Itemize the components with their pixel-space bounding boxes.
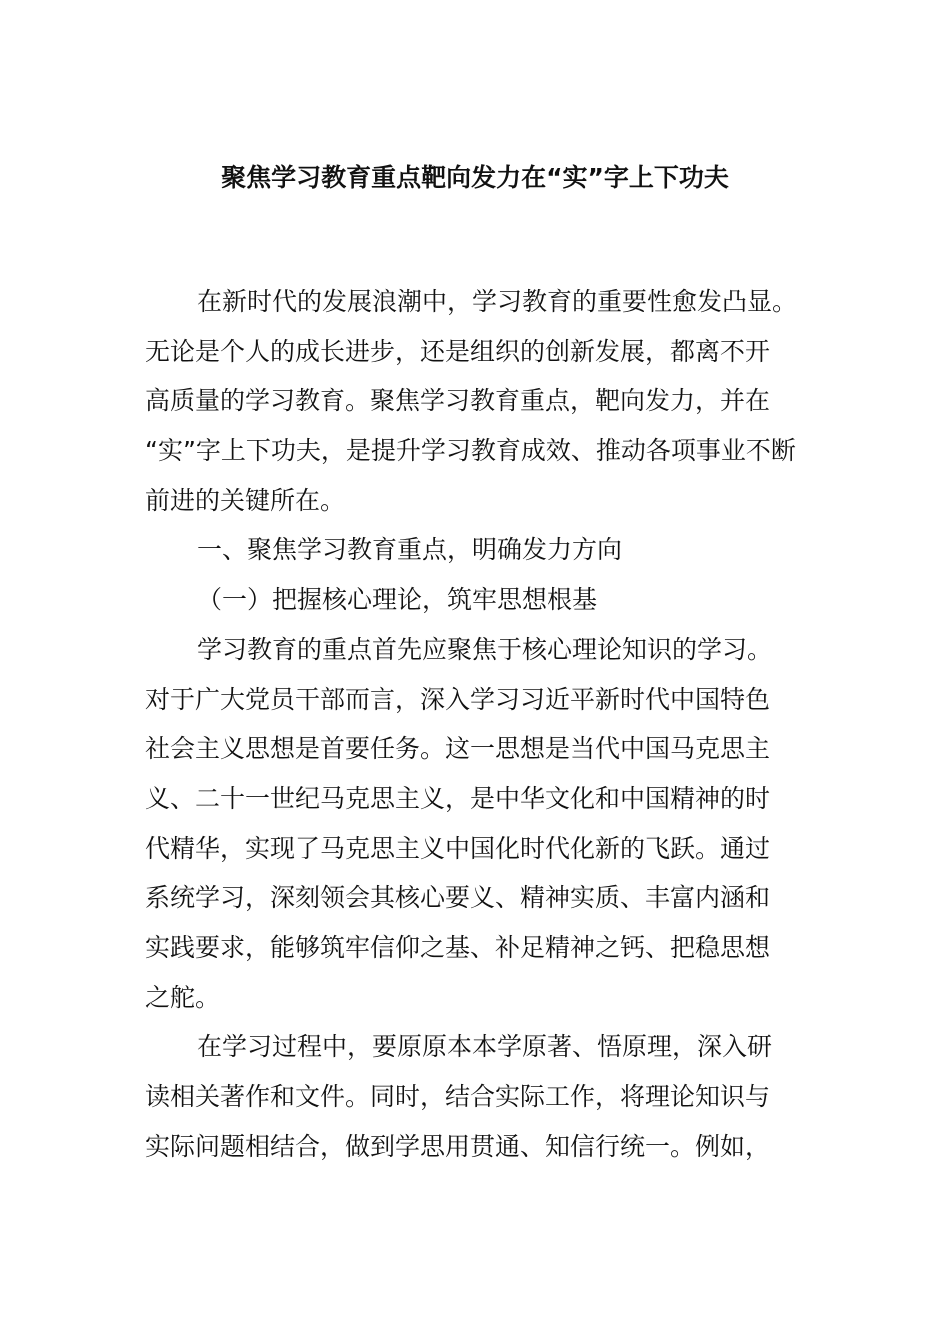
text-line: 系统学习，深刻领会其核心要义、精神实质、丰富内涵和: [145, 883, 771, 913]
text-line: 无论是个人的成长进步，还是组织的创新发展，都离不开: [145, 336, 771, 366]
text-line: 社会主义思想是首要任务。这一思想是当代中国马克思主: [145, 734, 771, 764]
text-line: 之舵。: [145, 982, 221, 1012]
text-line: 实践要求，能够筑牢信仰之基、补足精神之钙、把稳思想: [145, 932, 771, 962]
text-line: （一）把握核心理论，筑牢思想根基: [197, 585, 598, 615]
text-line: 代精华，实现了马克思主义中国化时代化新的飞跃。通过: [145, 833, 771, 863]
text-line: 义、二十一世纪马克思主义，是中华文化和中国精神的时: [145, 783, 771, 813]
text-line: 在新时代的发展浪潮中，学习教育的重要性愈发凸显。: [197, 287, 798, 316]
text-line: 读相关著作和文件。同时，结合实际工作，将理论知识与: [145, 1082, 771, 1111]
document-title: 聚焦学习教育重点靶向发力在“实”字上下功夫: [221, 163, 729, 192]
text-line: 高质量的学习教育。聚焦学习教育重点，靶向发力，并在: [145, 386, 771, 416]
text-line: 一、聚焦学习教育重点，明确发力方向: [197, 535, 623, 565]
document-body: [145, 282, 815, 1176]
text-line: 实际问题相结合，做到学思用贯通、知信行统一。例如，: [145, 1131, 771, 1161]
text-line: 学习教育的重点首先应聚焦于核心理论知识的学习。: [197, 634, 773, 664]
text-line: 在学习过程中，要原原本本学原著、悟原理，深入研: [197, 1032, 773, 1062]
text-line: 对于广大党员干部而言，深入学习习近平新时代中国特色: [145, 684, 771, 714]
text-line: “实”字上下功夫，是提升学习教育成效、推动各项事业不断: [145, 436, 796, 466]
text-line: 前进的关键所在。: [145, 485, 346, 515]
